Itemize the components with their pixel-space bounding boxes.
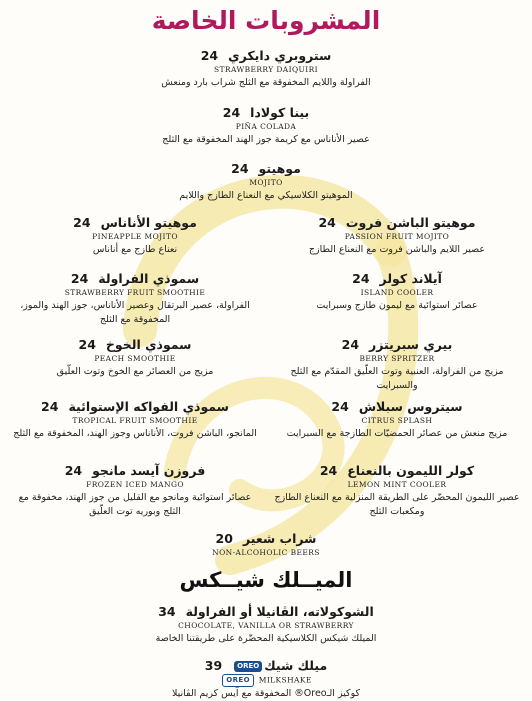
menu-item-strawberry-smoothie [10,270,260,327]
item-heading [10,214,260,231]
item-name-en: PASSION FRUIT MOJITO [344,232,450,241]
item-description: مزيج منعش من عصائر الحمضيّات الطازجة مع السبرايت [286,428,508,439]
item-description: الفراولة واللايم المخفوقة مع الثلج شراب بارد ومنعش [161,77,371,88]
item-description: عصائر استوائية ومانجو مع القليل من جوز الهند، مخفوقة مع الثلج وبوريه توت العلّيق [18,492,252,517]
item-description: مزيج من العصائر مع الخوخ وتوت العلّيق [56,366,214,377]
menu-item-island-cooler [272,270,522,313]
item-name-en: NON-ALCOHOLIC BEERS [212,548,320,557]
item-name-ar: بيري سبريتزر [369,337,453,352]
item-heading [66,603,466,620]
item-heading [272,462,522,479]
menu-item-passion-fruit-mojito [272,214,522,257]
item-price: 24 [352,271,370,286]
menu-item-peach-smoothie [10,336,260,379]
item-name-ar: سموذي الفواكه الإستوائية [68,399,229,414]
item-heading [10,462,260,479]
item-name-ar: ميلك شيك [264,658,328,673]
menu-item-berry-spritzer [272,336,522,393]
item-description: عصير الليمون المحضّر على الطريقة المنزلية مع النعناع الطازج ومكعبات الثلج [274,492,520,517]
item-price: 24 [73,215,91,230]
item-description-pre: كوكيز الـ [326,688,361,699]
item-name-ar: شراب شعير [242,531,317,546]
item-heading [272,270,522,287]
item-description: عصير الأناناس مع كريمة جوز الهند المخفوقة مع الثلج [162,134,370,145]
item-name-ar: كولر الليمون بالنعناع [347,463,475,478]
menu-item-lemon-mint-cooler [272,462,522,519]
item-description [66,687,466,701]
item-name-ar: سيتروس سبلاش [358,399,463,414]
item-description: الموهيتو الكلاسيكي مع النعناع الطازج واللايم [179,190,353,201]
item-name-ar: سموذي الخوخ [105,337,192,352]
item-description: عصائر استوائية مع ليمون طازج وسبرايت [316,300,478,311]
item-description: نعناع طازج مع أناناس [92,244,178,255]
item-name-en: STRAWBERRY DAIQUIRI [213,65,319,74]
item-name-ar: سموذي الفراولة [98,271,200,286]
item-price: 24 [64,463,83,478]
item-price: 24 [70,271,89,286]
item-heading [272,214,522,231]
item-description-brand: Oreo® [294,688,327,699]
menu-item-chocolate-vanilla-strawberry [66,603,466,646]
item-price: 34 [158,604,176,619]
item-name-en: MILKSHAKE [258,675,312,685]
item-description: الفراولة، عصير البرتقال وعصير الأناناس، جوز الهند والموز، المخفوقة مع الثلج [20,300,250,325]
item-price: 24 [41,399,59,414]
item-name-en: LEMON MINT COOLER [347,480,447,489]
item-name-ar: موهيتو [258,161,301,176]
oreo-logo-small: OREO [222,674,254,687]
item-name-en: PINEAPPLE MOJITO [92,232,178,241]
item-name-en: STRAWBERRY FRUIT SMOOTHIE [64,288,206,297]
item-price: 24 [341,337,360,352]
item-name-en: TROPICAL FRUIT SMOOTHIE [72,416,198,425]
item-heading [66,47,466,64]
item-name-en-line [66,674,466,687]
item-price: 24 [222,105,241,120]
item-heading [66,104,466,121]
item-name-ar: آيلاند كولر [379,271,442,286]
item-price: 24 [319,463,338,478]
item-name-en: MOJITO [249,178,283,187]
menu-item-citrus-splash [272,398,522,441]
item-price: 24 [200,48,219,63]
item-name-ar: الشوكولاته، الڤانيلا أو الفراولة [185,604,374,619]
item-name-ar: فروزن آيسد مانجو [92,463,206,478]
item-heading [272,398,522,415]
item-price: 24 [231,161,249,176]
menu-item-pina-colada [66,104,466,147]
item-description-post: المخفوقة مع آيس كريم الڤانيلا [171,688,295,699]
item-name-en: CHOCOLATE, VANILLA OR STRAWBERRY [178,621,354,630]
menu-item-frozen-iced-mango [10,462,260,519]
menu-item-pineapple-mojito [10,214,260,257]
item-heading [272,336,522,353]
milkshakes-section-title: الميــلك شيــكس [179,568,353,592]
item-description: عصير اللايم والباشن فروت مع النعناع الطازج [308,244,486,255]
item-name-ar: ستروبري دايكري [228,48,332,63]
menu-item-oreo-milkshake [66,657,466,701]
item-description: المانجو، الباشن فروت، الأناناس وجوز الهند، المخفوقة مع الثلج [13,428,257,439]
item-heading [10,270,260,287]
item-name-en: FROZEN ICED MANGO [86,480,184,489]
menu-item-tropical-smoothie [10,398,260,441]
item-name-en: PIÑA COLADA [235,122,297,131]
item-name-ar: موهيتو الأناناس [100,215,197,230]
item-name-en: BERRY SPRITZER [359,354,435,363]
item-price: 24 [318,215,336,230]
item-description: الميلك شيكس الكلاسيكية المحضّرة على طريقتنا الخاصة [155,633,377,644]
page-title: المشروبات الخاصة [151,6,381,35]
item-price: 20 [215,531,233,546]
menu-item-mojito [66,160,466,203]
item-price: 24 [78,337,96,352]
item-heading [66,160,466,177]
item-heading [10,398,260,415]
item-heading [66,657,466,674]
item-name-en: PEACH SMOOTHIE [94,354,176,363]
oreo-logo: OREO [234,661,262,672]
item-name-en: CITRUS SPLASH [361,416,433,425]
item-heading [66,530,466,547]
menu-item-strawberry-daiquiri [66,47,466,90]
item-description: مزيج من الفراولة، العنبية وتوت العلّيق المقدّم مع الثلج والسبرايت [290,366,504,391]
item-heading [10,336,260,353]
item-name-ar: بينا كولادا [250,105,310,120]
item-price: 24 [331,399,349,414]
item-name-en: ISLAND COOLER [360,288,434,297]
item-name-ar: موهيتو الباشن فروت [345,215,476,230]
item-price: 39 [204,658,223,673]
menu-item-non-alcoholic-beers [66,530,466,559]
